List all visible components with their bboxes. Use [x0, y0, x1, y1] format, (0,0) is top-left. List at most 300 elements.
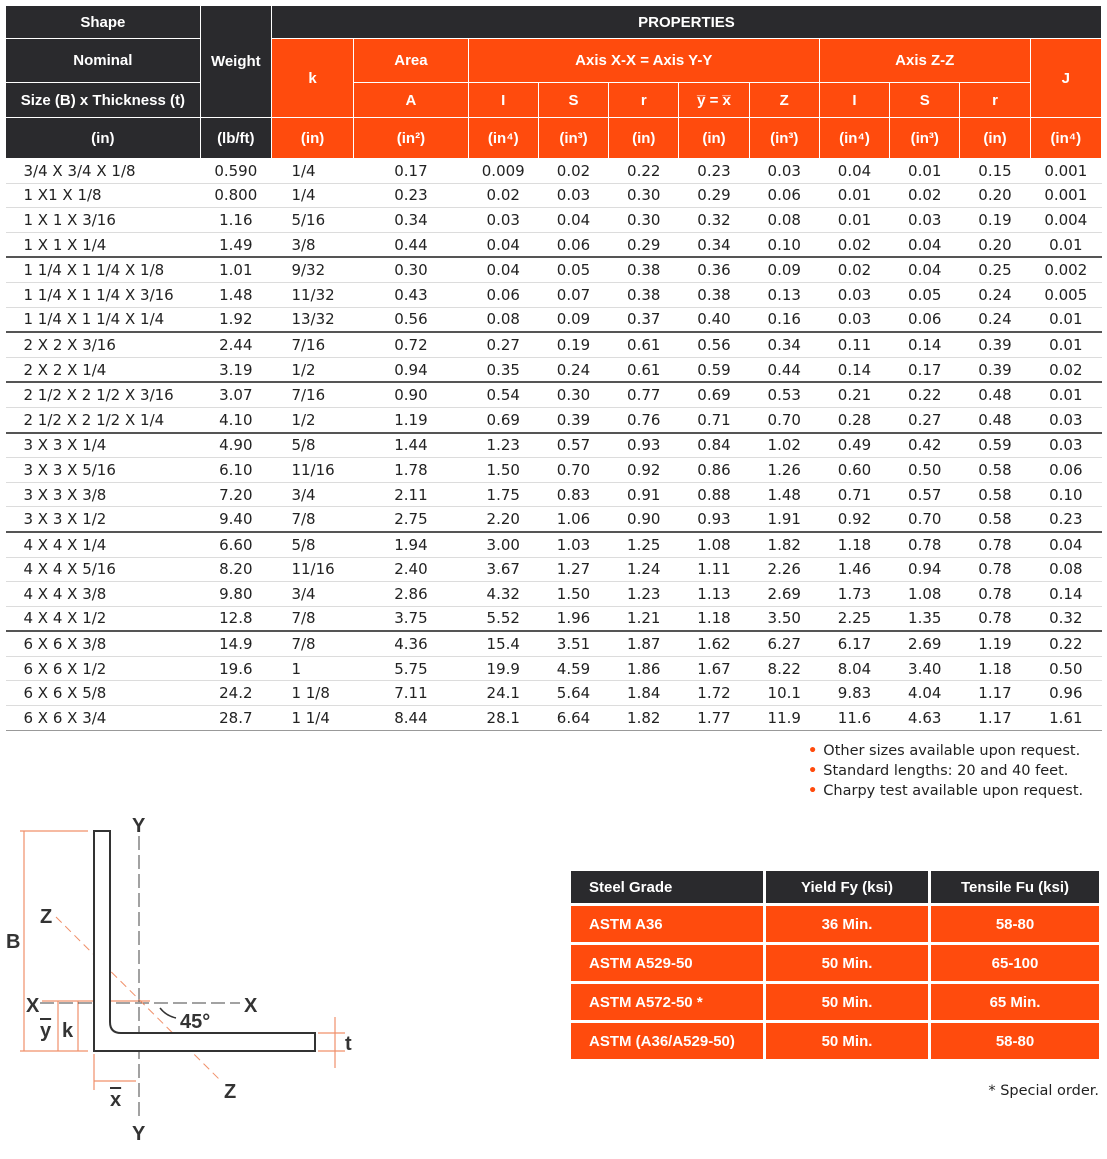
table-cell: 9/32 — [271, 257, 353, 282]
area-unit: (in²) — [354, 118, 468, 159]
table-cell: 0.54 — [468, 382, 538, 407]
table-cell: 1.73 — [819, 582, 889, 607]
table-cell: 1 X 1 X 1/4 — [6, 232, 201, 257]
table-cell: 0.44 — [749, 357, 819, 382]
table-cell: 7/8 — [271, 606, 353, 631]
table-cell: 0.03 — [749, 159, 819, 184]
weight-unit: (lb/ft) — [200, 118, 271, 159]
table-cell: 0.22 — [890, 382, 960, 407]
table-cell: 0.002 — [1030, 257, 1101, 282]
table-cell: 0.22 — [609, 159, 679, 184]
zz-r-unit: (in) — [960, 118, 1030, 159]
table-cell: 0.93 — [679, 507, 749, 532]
table-cell: 0.35 — [468, 357, 538, 382]
table-cell: 0.24 — [538, 357, 608, 382]
bullet-icon: • — [808, 743, 818, 759]
table-cell: 0.39 — [960, 332, 1030, 357]
table-cell: 0.91 — [609, 482, 679, 507]
table-cell: 0.15 — [960, 159, 1030, 184]
table-cell: 0.23 — [679, 159, 749, 184]
label-x-left: X — [26, 995, 40, 1017]
steel-grade-table — [568, 868, 1102, 1062]
grade-name: ASTM A572-50 * — [571, 984, 763, 1020]
table-cell: 9.40 — [200, 507, 271, 532]
table-cell: 0.39 — [538, 407, 608, 432]
table-cell: 1/2 — [271, 407, 353, 432]
k-header: k — [271, 39, 353, 118]
table-cell: 1.35 — [890, 606, 960, 631]
table-cell: 0.02 — [890, 183, 960, 208]
table-cell: 4 X 4 X 5/16 — [6, 557, 201, 582]
table-cell: 0.28 — [819, 407, 889, 432]
table-cell: 3.40 — [890, 656, 960, 681]
table-cell: 1.49 — [200, 232, 271, 257]
table-cell: 0.03 — [468, 208, 538, 233]
table-cell: 3.75 — [354, 606, 468, 631]
table-cell: 0.08 — [1030, 557, 1101, 582]
table-cell: 0.78 — [960, 606, 1030, 631]
table-cell: 0.03 — [1030, 433, 1101, 458]
label-angle: 45° — [180, 1011, 211, 1033]
table-cell: 0.38 — [609, 257, 679, 282]
table-cell: 11.9 — [749, 706, 819, 731]
table-cell: 0.05 — [890, 282, 960, 307]
tensile-value: 65 Min. — [931, 984, 1099, 1020]
table-cell: 8.20 — [200, 557, 271, 582]
table-cell: 0.61 — [609, 357, 679, 382]
table-cell: 1.62 — [679, 631, 749, 656]
table-cell: 1.08 — [679, 532, 749, 557]
angle-section-diagram — [0, 810, 420, 1159]
table-cell: 0.01 — [890, 159, 960, 184]
table-cell: 7/8 — [271, 507, 353, 532]
table-cell: 5/8 — [271, 433, 353, 458]
table-cell: 2.20 — [468, 507, 538, 532]
table-cell: 7/16 — [271, 382, 353, 407]
nominal-header: Nominal — [6, 39, 201, 83]
table-cell: 4.10 — [200, 407, 271, 432]
table-cell: 0.06 — [1030, 458, 1101, 483]
table-cell: 0.05 — [538, 257, 608, 282]
table-cell: 0.69 — [468, 407, 538, 432]
size-header: Size (B) x Thickness (t) — [6, 83, 201, 118]
table-cell: 24.1 — [468, 681, 538, 706]
table-cell: 0.04 — [819, 159, 889, 184]
xy-s-header: S — [538, 83, 608, 118]
table-cell: 7/8 — [271, 631, 353, 656]
label-t: t — [345, 1033, 352, 1055]
zz-i-unit: (in⁴) — [819, 118, 889, 159]
table-cell: 1 1/4 X 1 1/4 X 1/8 — [6, 257, 201, 282]
table-cell: 28.7 — [200, 706, 271, 731]
table-cell: 1.96 — [538, 606, 608, 631]
table-cell: 11/16 — [271, 458, 353, 483]
table-cell: 11.6 — [819, 706, 889, 731]
table-cell: 4.59 — [538, 656, 608, 681]
table-cell: 0.34 — [679, 232, 749, 257]
table-cell: 12.8 — [200, 606, 271, 631]
table-cell: 0.83 — [538, 482, 608, 507]
table-cell: 6 X 6 X 3/4 — [6, 706, 201, 731]
table-cell: 0.03 — [819, 307, 889, 332]
table-cell: 0.49 — [819, 433, 889, 458]
table-cell: 0.16 — [749, 307, 819, 332]
notes-list — [808, 741, 1083, 801]
table-cell: 2.69 — [749, 582, 819, 607]
table-cell: 3/4 — [271, 582, 353, 607]
table-cell: 0.19 — [538, 332, 608, 357]
table-row — [6, 159, 1102, 184]
table-cell: 3/4 X 3/4 X 1/8 — [6, 159, 201, 184]
table-cell: 0.38 — [609, 282, 679, 307]
table-cell: 1/4 — [271, 183, 353, 208]
table-cell: 1.44 — [354, 433, 468, 458]
table-cell: 1.23 — [609, 582, 679, 607]
table-cell: 0.53 — [749, 382, 819, 407]
table-cell: 1.78 — [354, 458, 468, 483]
j-unit: (in⁴) — [1030, 118, 1101, 159]
table-cell: 0.20 — [960, 183, 1030, 208]
table-cell: 1.86 — [609, 656, 679, 681]
table-cell: 0.02 — [538, 159, 608, 184]
table-row — [6, 631, 1102, 656]
weight-header: Weight — [200, 6, 271, 118]
table-cell: 3.67 — [468, 557, 538, 582]
table-cell: 0.86 — [679, 458, 749, 483]
table-cell: 0.77 — [609, 382, 679, 407]
table-cell: 24.2 — [200, 681, 271, 706]
zz-i-header: I — [819, 83, 889, 118]
table-cell: 0.24 — [960, 282, 1030, 307]
table-cell: 0.04 — [890, 257, 960, 282]
table-cell: 0.30 — [354, 257, 468, 282]
table-cell: 1.27 — [538, 557, 608, 582]
tensile-value: 65-100 — [931, 945, 1099, 981]
table-row — [6, 458, 1102, 483]
table-cell: 1 1/4 — [271, 706, 353, 731]
table-cell: 5.75 — [354, 656, 468, 681]
table-cell: 1.94 — [354, 532, 468, 557]
table-cell: 1.82 — [609, 706, 679, 731]
table-cell: 1 1/4 X 1 1/4 X 1/4 — [6, 307, 201, 332]
xy-ybar-unit: (in) — [679, 118, 749, 159]
table-cell: 1.77 — [679, 706, 749, 731]
table-cell: 1.46 — [819, 557, 889, 582]
table-cell: 0.34 — [354, 208, 468, 233]
label-z-bottom: Z — [224, 1081, 237, 1103]
table-cell: 0.02 — [1030, 357, 1101, 382]
table-cell: 0.90 — [609, 507, 679, 532]
table-cell: 10.1 — [749, 681, 819, 706]
zz-s-header: S — [890, 83, 960, 118]
table-cell: 0.44 — [354, 232, 468, 257]
table-cell: 0.38 — [679, 282, 749, 307]
shape-header: Shape — [6, 6, 201, 39]
table-cell: 1 X 1 X 3/16 — [6, 208, 201, 233]
label-y-top: Y — [132, 815, 146, 837]
shape-unit: (in) — [6, 118, 201, 159]
table-cell: 0.34 — [749, 332, 819, 357]
table-cell: 0.03 — [1030, 407, 1101, 432]
table-cell: 4.32 — [468, 582, 538, 607]
yield-value: 50 Min. — [766, 1023, 928, 1059]
table-cell: 0.14 — [819, 357, 889, 382]
table-cell: 6.64 — [538, 706, 608, 731]
table-row — [6, 282, 1102, 307]
xy-i-header: I — [468, 83, 538, 118]
table-cell: 1.08 — [890, 582, 960, 607]
table-cell: 0.19 — [960, 208, 1030, 233]
table-cell: 1.16 — [200, 208, 271, 233]
table-cell: 0.009 — [468, 159, 538, 184]
k-unit: (in) — [271, 118, 353, 159]
table-cell: 0.08 — [749, 208, 819, 233]
table-cell: 0.92 — [609, 458, 679, 483]
table-cell: 0.01 — [819, 183, 889, 208]
table-cell: 0.06 — [749, 183, 819, 208]
table-row — [6, 257, 1102, 282]
table-cell: 0.48 — [960, 407, 1030, 432]
table-cell: 0.001 — [1030, 159, 1101, 184]
table-cell: 1.18 — [960, 656, 1030, 681]
table-cell: 0.78 — [960, 582, 1030, 607]
table-cell: 1.50 — [538, 582, 608, 607]
table-cell: 11/16 — [271, 557, 353, 582]
table-cell: 13/32 — [271, 307, 353, 332]
xy-s-unit: (in³) — [538, 118, 608, 159]
table-cell: 1.75 — [468, 482, 538, 507]
table-cell: 4.63 — [890, 706, 960, 731]
table-cell: 4 X 4 X 1/2 — [6, 606, 201, 631]
table-cell: 1.84 — [609, 681, 679, 706]
zz-s-unit: (in³) — [890, 118, 960, 159]
table-cell: 0.59 — [960, 433, 1030, 458]
grade-name: ASTM A529-50 — [571, 945, 763, 981]
table-cell: 0.56 — [354, 307, 468, 332]
table-cell: 0.02 — [468, 183, 538, 208]
table-row — [6, 557, 1102, 582]
table-cell: 0.84 — [679, 433, 749, 458]
table-cell: 4.04 — [890, 681, 960, 706]
table-cell: 0.20 — [960, 232, 1030, 257]
xy-r-header: r — [609, 83, 679, 118]
table-cell: 2.75 — [354, 507, 468, 532]
table-cell: 0.06 — [538, 232, 608, 257]
area-symbol: A — [354, 83, 468, 118]
table-row — [6, 681, 1102, 706]
table-cell: 1/2 — [271, 357, 353, 382]
table-cell: 14.9 — [200, 631, 271, 656]
table-cell: 0.01 — [1030, 332, 1101, 357]
table-row — [6, 183, 1102, 208]
table-cell: 5.64 — [538, 681, 608, 706]
table-cell: 0.92 — [819, 507, 889, 532]
table-cell: 0.03 — [538, 183, 608, 208]
table-cell: 0.13 — [749, 282, 819, 307]
table-cell: 0.04 — [1030, 532, 1101, 557]
table-cell: 3 X 3 X 1/4 — [6, 433, 201, 458]
table-cell: 2.25 — [819, 606, 889, 631]
grade-row — [571, 984, 1099, 1020]
label-x-right: X — [244, 995, 258, 1017]
table-row — [6, 232, 1102, 257]
table-cell: 6.17 — [819, 631, 889, 656]
table-cell: 3 X 3 X 1/2 — [6, 507, 201, 532]
table-cell: 0.71 — [679, 407, 749, 432]
table-row — [6, 582, 1102, 607]
table-cell: 28.1 — [468, 706, 538, 731]
table-cell: 0.27 — [468, 332, 538, 357]
table-cell: 0.09 — [749, 257, 819, 282]
grade-name: ASTM (A36/A529-50) — [571, 1023, 763, 1059]
table-cell: 1.13 — [679, 582, 749, 607]
table-cell: 0.22 — [1030, 631, 1101, 656]
table-cell: 0.25 — [960, 257, 1030, 282]
table-cell: 6.60 — [200, 532, 271, 557]
table-row — [6, 357, 1102, 382]
table-cell: 0.48 — [960, 382, 1030, 407]
table-cell: 5/16 — [271, 208, 353, 233]
table-row — [6, 433, 1102, 458]
table-cell: 6.10 — [200, 458, 271, 483]
table-cell: 0.32 — [1030, 606, 1101, 631]
table-cell: 1/4 — [271, 159, 353, 184]
properties-header: PROPERTIES — [271, 6, 1101, 39]
table-cell: 1 1/4 X 1 1/4 X 3/16 — [6, 282, 201, 307]
table-cell: 1.72 — [679, 681, 749, 706]
table-cell: 1.92 — [200, 307, 271, 332]
tensile-value: 58-80 — [931, 906, 1099, 942]
axis-xy-header: Axis X-X = Axis Y-Y — [468, 39, 819, 83]
table-row — [6, 482, 1102, 507]
note-item: • Charpy test available upon request. — [808, 783, 1084, 799]
table-cell: 0.14 — [890, 332, 960, 357]
table-cell: 1.23 — [468, 433, 538, 458]
table-cell: 2.11 — [354, 482, 468, 507]
table-row — [6, 507, 1102, 532]
special-order-note: * Special order. — [988, 1083, 1099, 1099]
table-cell: 4.36 — [354, 631, 468, 656]
grade-row — [571, 945, 1099, 981]
table-cell: 5/8 — [271, 532, 353, 557]
table-row — [6, 532, 1102, 557]
bullet-icon: • — [808, 763, 818, 779]
table-cell: 1.18 — [679, 606, 749, 631]
table-cell: 2 1/2 X 2 1/2 X 1/4 — [6, 407, 201, 432]
xy-z-unit: (in³) — [749, 118, 819, 159]
table-row — [6, 382, 1102, 407]
table-cell: 0.27 — [890, 407, 960, 432]
label-ybar: y — [40, 1020, 52, 1042]
table-cell: 0.01 — [819, 208, 889, 233]
grade-body — [571, 906, 1099, 1059]
table-cell: 0.06 — [468, 282, 538, 307]
table-cell: 3 X 3 X 5/16 — [6, 458, 201, 483]
table-cell: 0.43 — [354, 282, 468, 307]
table-cell: 0.78 — [890, 532, 960, 557]
table-cell: 7.11 — [354, 681, 468, 706]
table-cell: 5.52 — [468, 606, 538, 631]
table-cell: 0.72 — [354, 332, 468, 357]
table-cell: 1 — [271, 656, 353, 681]
table-cell: 3.51 — [538, 631, 608, 656]
table-cell: 9.83 — [819, 681, 889, 706]
table-cell: 0.71 — [819, 482, 889, 507]
grade-header: Steel Grade — [571, 871, 763, 903]
table-cell: 3.50 — [749, 606, 819, 631]
table-cell: 1.17 — [960, 706, 1030, 731]
table-cell: 0.01 — [1030, 232, 1101, 257]
table-cell: 0.50 — [890, 458, 960, 483]
table-cell: 0.10 — [1030, 482, 1101, 507]
table-cell: 1.26 — [749, 458, 819, 483]
table-cell: 1.02 — [749, 433, 819, 458]
table-cell: 7/16 — [271, 332, 353, 357]
table-cell: 0.58 — [960, 458, 1030, 483]
table-row — [6, 706, 1102, 731]
angle-properties-table — [5, 5, 1102, 731]
table-cell: 0.90 — [354, 382, 468, 407]
table-cell: 2 X 2 X 1/4 — [6, 357, 201, 382]
note-item: • Other sizes available upon request. — [808, 743, 1081, 759]
table-cell: 1 X1 X 1/8 — [6, 183, 201, 208]
table-cell: 2 1/2 X 2 1/2 X 3/16 — [6, 382, 201, 407]
table-cell: 0.01 — [1030, 307, 1101, 332]
table-cell: 1.48 — [200, 282, 271, 307]
table-cell: 1.48 — [749, 482, 819, 507]
table-cell: 0.08 — [468, 307, 538, 332]
table-cell: 2.26 — [749, 557, 819, 582]
table-cell: 0.32 — [679, 208, 749, 233]
table-cell: 0.60 — [819, 458, 889, 483]
area-header: Area — [354, 39, 468, 83]
table-cell: 1.01 — [200, 257, 271, 282]
table-cell: 1.25 — [609, 532, 679, 557]
label-z-top: Z — [40, 906, 53, 928]
table-cell: 0.04 — [890, 232, 960, 257]
table-cell: 1.24 — [609, 557, 679, 582]
table-cell: 0.005 — [1030, 282, 1101, 307]
table-cell: 3.07 — [200, 382, 271, 407]
xy-z-header: Z — [749, 83, 819, 118]
table-cell: 2 X 2 X 3/16 — [6, 332, 201, 357]
table-cell: 0.24 — [960, 307, 1030, 332]
table-cell: 9.80 — [200, 582, 271, 607]
table-cell: 0.70 — [749, 407, 819, 432]
table-cell: 0.61 — [609, 332, 679, 357]
table-cell: 0.17 — [890, 357, 960, 382]
table-cell: 3/8 — [271, 232, 353, 257]
table-cell: 0.30 — [538, 382, 608, 407]
table-cell: 3.00 — [468, 532, 538, 557]
table-cell: 0.69 — [679, 382, 749, 407]
table-cell: 0.96 — [1030, 681, 1101, 706]
table-cell: 0.42 — [890, 433, 960, 458]
table-cell: 0.04 — [468, 257, 538, 282]
table-cell: 1.91 — [749, 507, 819, 532]
table-cell: 1.19 — [354, 407, 468, 432]
table-cell: 0.23 — [1030, 507, 1101, 532]
table-cell: 0.50 — [1030, 656, 1101, 681]
table-cell: 0.93 — [609, 433, 679, 458]
label-xbar: x — [110, 1089, 122, 1111]
xy-ybar-header: y̅ = x̅ — [679, 83, 749, 118]
table-cell: 6 X 6 X 1/2 — [6, 656, 201, 681]
table-cell: 0.58 — [960, 482, 1030, 507]
table-cell: 0.76 — [609, 407, 679, 432]
table-cell: 0.70 — [890, 507, 960, 532]
table-cell: 1.61 — [1030, 706, 1101, 731]
